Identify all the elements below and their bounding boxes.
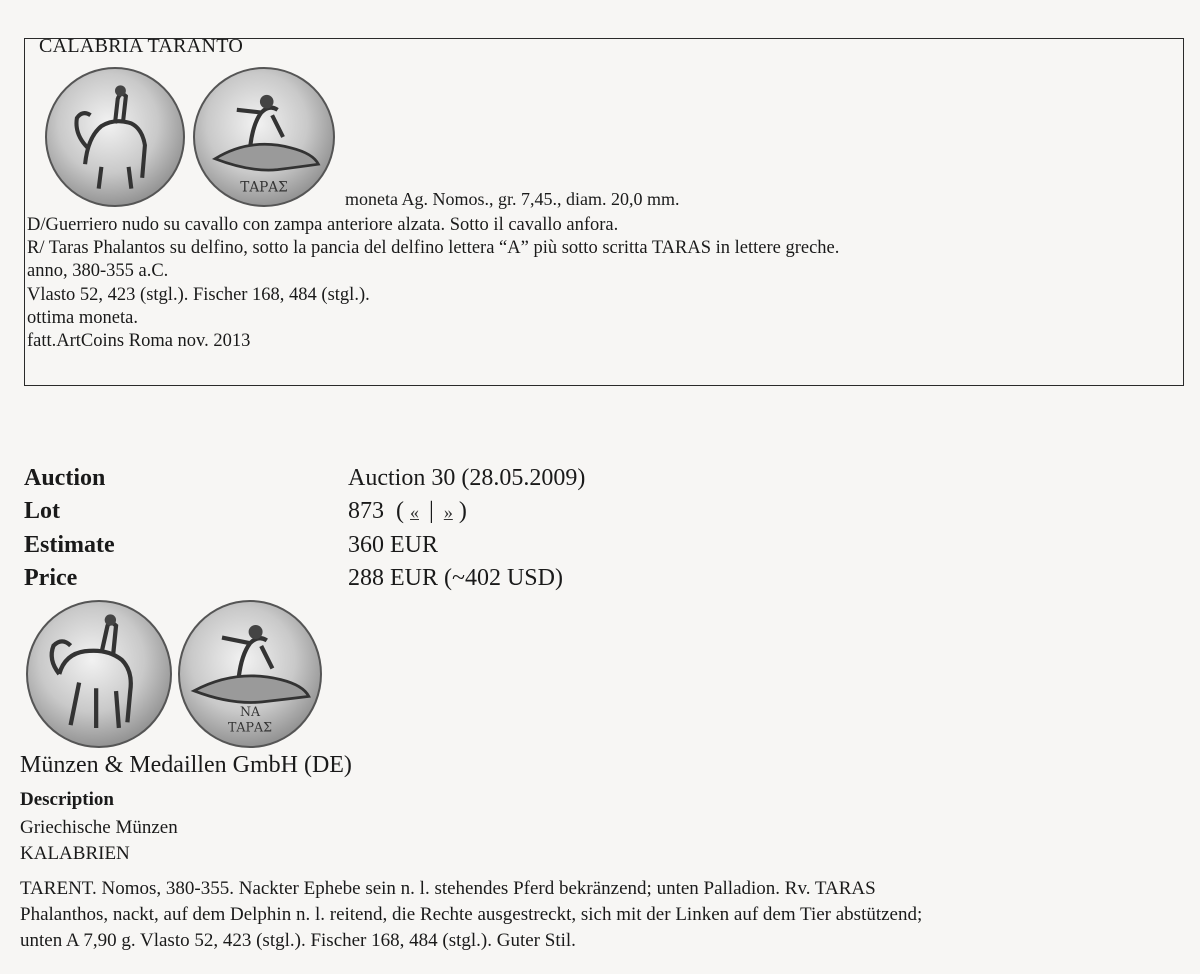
coin-legend-text: ΤΑΡΑΣ xyxy=(240,179,288,196)
lot-separator: | xyxy=(429,498,434,524)
description-line: TARENT. Nomos, 380-355. Nackter Ephebe sein n. l. stehendes Pferd bekränzend; unten Palladion. Rv. TARAS xyxy=(20,878,876,899)
card-title: CALABRIA TARANTO xyxy=(39,35,244,57)
coin-obverse-image xyxy=(45,67,185,207)
estimate-value: 360 EUR xyxy=(348,532,438,558)
card-line-grade: ottima moneta. xyxy=(27,308,138,328)
card-line-reverse: R/ Taras Phalantos su delfino, sotto la pancia del delfino lettera “A” più sotto scritta TARAS in lettere greche. xyxy=(27,238,840,258)
auction-coin-reverse-image xyxy=(178,600,322,748)
horse-rider-icon xyxy=(47,69,183,205)
dolphin-rider-icon xyxy=(180,602,320,746)
description-line: Phalanthos, nackt, auf dem Delphin n. l. reitend, die Rechte ausgestreckt, sich mit der Linken auf dem Tier abstützend; xyxy=(20,904,923,925)
auction-house: Münzen & Medaillen GmbH (DE) xyxy=(20,752,352,778)
dolphin-rider-icon xyxy=(195,69,333,205)
card-line-year: anno, 380-355 a.C. xyxy=(27,261,169,281)
lot-label: Lot xyxy=(24,498,60,524)
lot-close-paren: ) xyxy=(458,498,467,524)
lot-open-paren: ( xyxy=(396,498,404,524)
coin-legend-text-a: ΝΑ xyxy=(239,704,261,719)
next-lot-link[interactable]: » xyxy=(443,502,453,522)
price-label: Price xyxy=(24,565,78,591)
auction-label: Auction xyxy=(24,465,106,491)
coin-caption: moneta Ag. Nomos., gr. 7,45., diam. 20,0 mm. xyxy=(345,189,680,209)
prev-lot-link[interactable]: « xyxy=(410,502,419,522)
description-label: Description xyxy=(20,789,114,810)
card-line-obverse: D/Guerriero nudo su cavallo con zampa anteriore alzata. Sotto il cavallo anfora. xyxy=(27,215,619,235)
horse-rider-icon xyxy=(28,602,170,746)
lot-value xyxy=(348,498,467,525)
description-line: unten A 7,90 g. Vlasto 52, 423 (stgl.). Fischer 168, 484 (stgl.). Guter Stil. xyxy=(20,930,576,951)
description-line: KALABRIEN xyxy=(20,843,130,864)
description-line: Griechische Münzen xyxy=(20,817,178,838)
price-value: 288 EUR (~402 USD) xyxy=(348,565,563,591)
card-line-invoice: fatt.ArtCoins Roma nov. 2013 xyxy=(27,331,251,351)
auction-value: Auction 30 (28.05.2009) xyxy=(348,465,586,491)
estimate-label: Estimate xyxy=(24,532,115,558)
coin-reverse-image xyxy=(193,67,335,207)
coin-card xyxy=(24,35,1184,386)
coin-legend-text-b: ΤΑΡΑΣ xyxy=(228,719,272,735)
auction-coin-obverse-image xyxy=(26,600,172,748)
lot-number: 873 xyxy=(348,498,384,524)
card-line-references: Vlasto 52, 423 (stgl.). Fischer 168, 484 (stgl.). xyxy=(27,285,370,305)
